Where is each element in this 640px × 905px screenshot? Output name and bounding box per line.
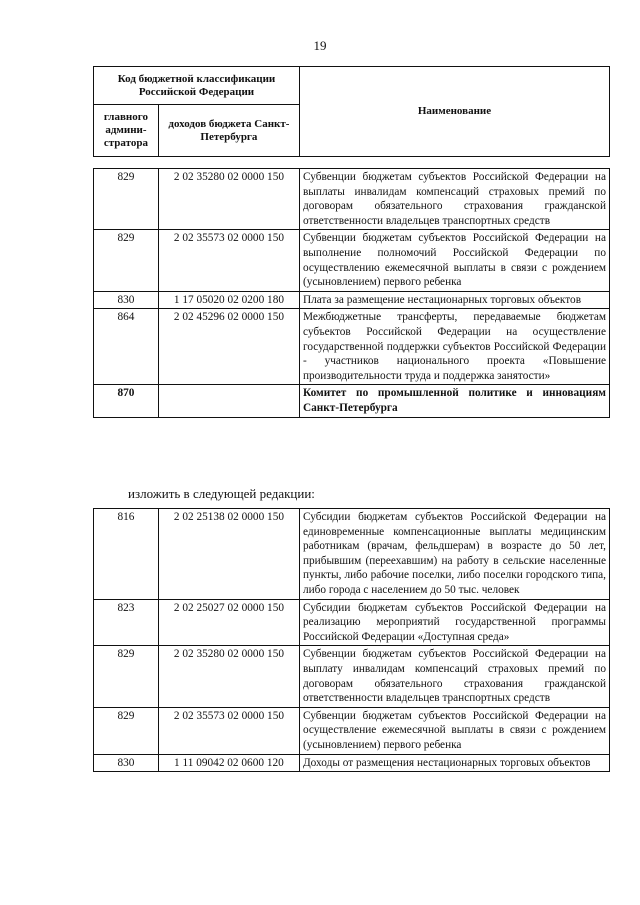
admin-code: 829 [94,230,159,291]
revenue-table-current [93,168,610,418]
table-header [93,66,610,157]
intro-text: изложить в следующей редакции: [128,486,315,501]
table-row [94,707,610,754]
table-row [94,754,610,772]
revenue-name: Межбюджетные трансферты, передаваемые бюджетам субъектов Российской Федерации на осуществление государственной поддержки субъектов Российской Федерации - участников национального проекта «Повышение производительности труда и поддержка занятости» [299,309,609,385]
committee-name: Комитет по промышленной политике и инновациям Санкт-Петербурга [299,385,609,417]
revenue-code: 2 02 35573 02 0000 150 [158,230,299,291]
table-row [94,599,610,646]
revenue-code: 2 02 35573 02 0000 150 [158,707,299,754]
page-number: 19 [313,38,327,53]
revenue-name: Субвенции бюджетам субъектов Российской Федерации на выплаты инвалидам компенсаций страховых премий по договорам обязательного страхования гражданской ответственности владельцев транспортных средств [299,169,609,230]
revenue-name: Субсидии бюджетам субъектов Российской Федерации на реализацию мероприятий государственной программы Российской Федерации «Доступная среда» [299,599,609,646]
revenue-name: Субвенции бюджетам субъектов Российской Федерации на осуществление ежемесячной выплаты в связи с рождением (усыновлением) первого ребенка [299,707,609,754]
table-row [94,169,610,230]
revenue-code [158,385,299,417]
admin-code: 816 [94,509,159,600]
admin-code: 823 [94,599,159,646]
chief-administrator-header: главного админи-стратора [94,105,159,157]
admin-code: 830 [94,754,159,772]
budget-revenues-header: доходов бюджета Санкт-Петербурга [158,105,299,157]
revenue-name: Доходы от размещения нестационарных торговых объектов [299,754,609,772]
table-row-committee [94,385,610,417]
revenue-code: 1 11 09042 02 0600 120 [158,754,299,772]
revenue-code: 2 02 35280 02 0000 150 [158,169,299,230]
revenue-code: 1 17 05020 02 0200 180 [158,291,299,309]
table-row [94,230,610,291]
revenue-code: 2 02 35280 02 0000 150 [158,646,299,707]
table-row [94,291,610,309]
revenue-name: Субвенции бюджетам субъектов Российской Федерации на выплату инвалидам компенсаций страховых премий по договорам обязательного страхования гражданской ответственности владельцев транспортных средств [299,646,609,707]
admin-code: 829 [94,707,159,754]
table-row [94,646,610,707]
revenue-name: Субвенции бюджетам субъектов Российской Федерации на выполнение полномочий Российской Федерации по осуществлению ежемесячной выплаты в связи с рождением (усыновлением) первого ребенка [299,230,609,291]
admin-code: 830 [94,291,159,309]
revenue-table-new [93,508,610,772]
admin-code: 864 [94,309,159,385]
admin-code: 829 [94,646,159,707]
revenue-code: 2 02 25027 02 0000 150 [158,599,299,646]
revenue-code: 2 02 25138 02 0000 150 [158,509,299,600]
name-header: Наименование [299,67,609,157]
revenue-name: Плата за размещение нестационарных торговых объектов [299,291,609,309]
admin-code: 829 [94,169,159,230]
admin-code: 870 [94,385,159,417]
revenue-name: Субсидии бюджетам субъектов Российской Федерации на единовременные компенсационные выплаты медицинским работникам (врачам, фельдшерам) в возрасте до 50 лет, прибывшим (переехавшим) на работу в сельские населенные пункты, либо рабочие поселки, либо поселки городского типа, либо города с населением до 50 тыс. человек [299,509,609,600]
classification-code-header: Код бюджетной классификации Российской Федерации [94,67,300,105]
table-row [94,309,610,385]
revenue-code: 2 02 45296 02 0000 150 [158,309,299,385]
table-row [94,509,610,600]
